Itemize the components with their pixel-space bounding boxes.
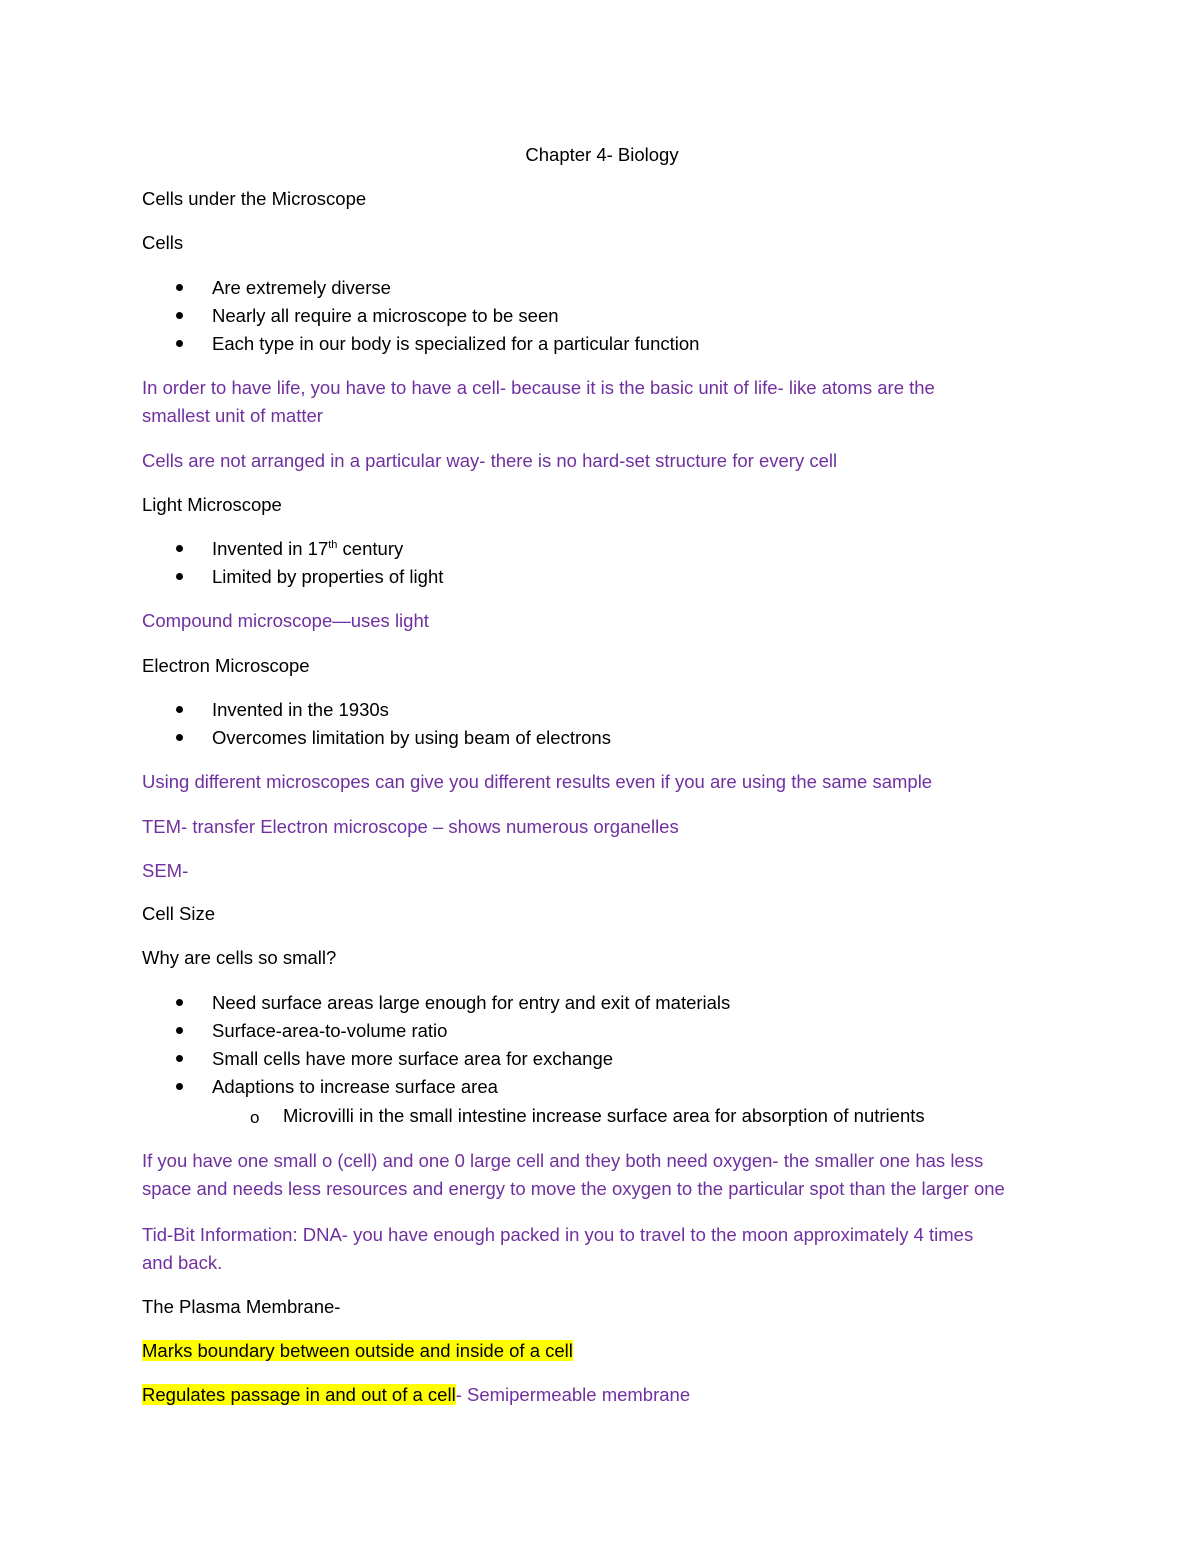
bullet-dot <box>176 545 183 552</box>
section-heading-cells-under-microscope: Cells under the Microscope <box>142 188 367 209</box>
note-paragraph: Compound microscope—uses light <box>142 610 429 631</box>
bullet-dot <box>176 573 183 580</box>
list-item-text: century <box>337 538 404 559</box>
bullet-dot <box>176 1055 183 1062</box>
bullet-dot <box>176 312 183 319</box>
bullet-dot <box>176 284 183 291</box>
note-paragraph-line: If you have one small o (cell) and one 0 large cell and they both need oxygen- the smaller one has less <box>142 1150 984 1171</box>
note-paragraph: Using different microscopes can give you different results even if you are using the same sample <box>142 771 933 792</box>
highlighted-line <box>142 1383 690 1407</box>
note-text: - Semipermeable membrane <box>455 1384 691 1405</box>
list-item: Limited by properties of light <box>212 566 444 587</box>
list-item: Small cells have more surface area for exchange <box>212 1048 614 1069</box>
sub-bullet-marker: o <box>250 1108 260 1127</box>
list-item: Are extremely diverse <box>212 277 391 298</box>
highlighted-line <box>142 1339 573 1363</box>
note-paragraph-line: space and needs less resources and energy to move the oxygen to the particular spot than the larger one <box>142 1178 1005 1199</box>
section-heading-cell-size: Cell Size <box>142 903 215 924</box>
note-paragraph: Cells are not arranged in a particular way- there is no hard-set structure for every cell <box>142 450 838 471</box>
bullet-dot <box>176 1027 183 1034</box>
bullet-dot <box>176 734 183 741</box>
subheading-cells: Cells <box>142 232 184 253</box>
bullet-dot <box>176 1083 183 1090</box>
section-heading-plasma-membrane: The Plasma Membrane- <box>142 1296 341 1317</box>
list-item: Each type in our body is specialized for a particular function <box>212 333 700 354</box>
list-item <box>212 537 403 561</box>
list-item: Adaptions to increase surface area <box>212 1076 498 1097</box>
note-paragraph-line: In order to have life, you have to have a cell- because it is the basic unit of life- like atoms are the <box>142 377 935 398</box>
note-paragraph: TEM- transfer Electron microscope – shows numerous organelles <box>142 816 679 837</box>
note-paragraph: SEM- <box>142 860 189 881</box>
highlighted-text: Marks boundary between outside and inside of a cell <box>142 1340 573 1361</box>
note-paragraph-line: and back. <box>142 1252 223 1273</box>
section-heading-electron-microscope: Electron Microscope <box>142 655 310 676</box>
list-item: Need surface areas large enough for entry and exit of materials <box>212 992 731 1013</box>
sub-list-item: Microvilli in the small intestine increase surface area for absorption of nutrients <box>283 1105 925 1126</box>
list-item: Overcomes limitation by using beam of electrons <box>212 727 611 748</box>
section-heading-light-microscope: Light Microscope <box>142 494 282 515</box>
list-item-text: Invented in 17 <box>212 538 329 559</box>
page-title: Chapter 4- Biology <box>525 144 679 165</box>
bullet-dot <box>176 340 183 347</box>
subheading-question: Why are cells so small? <box>142 947 337 968</box>
list-item: Surface-area-to-volume ratio <box>212 1020 448 1041</box>
list-item: Invented in the 1930s <box>212 699 389 720</box>
note-paragraph-line: Tid-Bit Information: DNA- you have enough packed in you to travel to the moon approximately 4 times <box>142 1224 974 1245</box>
bullet-dot <box>176 999 183 1006</box>
ordinal-superscript: th <box>328 538 338 551</box>
list-item: Nearly all require a microscope to be seen <box>212 305 559 326</box>
bullet-dot <box>176 706 183 713</box>
note-paragraph-line: smallest unit of matter <box>142 405 323 426</box>
highlighted-text: Regulates passage in and out of a cell <box>142 1384 456 1405</box>
